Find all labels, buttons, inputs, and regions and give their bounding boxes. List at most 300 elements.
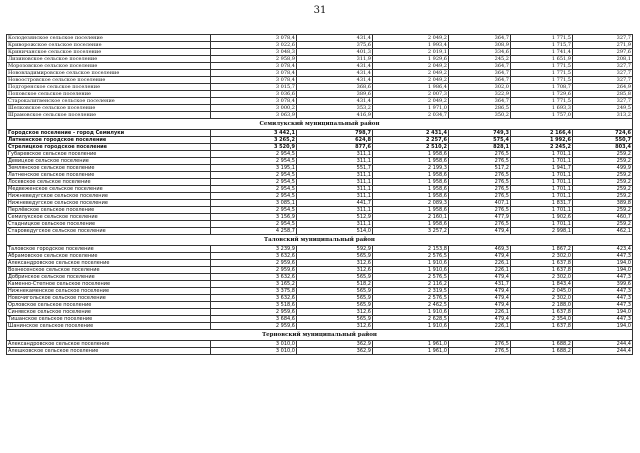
value-cell: 1 637,8 xyxy=(511,267,573,274)
table-row xyxy=(7,158,633,165)
value-cell: 1 867,2 xyxy=(511,246,573,253)
value-cell: 1 701,1 xyxy=(511,179,573,186)
table-row xyxy=(7,274,633,281)
value-cell: 364,7 xyxy=(449,98,511,105)
value-cell: 311,9 xyxy=(297,56,373,63)
table-row xyxy=(7,193,633,200)
table-row xyxy=(7,137,633,144)
value-cell: 1 929,6 xyxy=(373,56,449,63)
table-row xyxy=(7,91,633,98)
table-row xyxy=(7,260,633,267)
settlement-name-cell: Криничанское сельское поселение xyxy=(7,49,211,56)
value-cell: 2 954,5 xyxy=(211,186,297,193)
table-row xyxy=(7,112,633,119)
value-cell: 362,9 xyxy=(297,341,373,348)
value-cell: 1 757,0 xyxy=(511,112,573,119)
value-cell: 312,6 xyxy=(297,267,373,274)
settlement-name-cell: Поповское сельское поселение xyxy=(7,91,211,98)
settlement-name-cell: Вознесенское сельское поселение xyxy=(7,267,211,274)
value-cell: 226,1 xyxy=(449,323,511,330)
value-cell: 226,1 xyxy=(449,267,511,274)
value-cell: 2 019,1 xyxy=(373,49,449,56)
table-row xyxy=(7,105,633,112)
settlement-name-cell: Старокалитвенское сельское поселение xyxy=(7,98,211,105)
value-cell: 1 958,6 xyxy=(373,179,449,186)
value-cell: 565,9 xyxy=(297,274,373,281)
value-cell: 1 701,1 xyxy=(511,207,573,214)
table-row xyxy=(7,323,633,330)
value-cell: 311,1 xyxy=(297,172,373,179)
value-cell: 803,4 xyxy=(573,144,633,151)
value-cell: 2 954,5 xyxy=(211,193,297,200)
table-row xyxy=(7,56,633,63)
value-cell: 244,4 xyxy=(573,348,633,355)
value-cell: 2 576,5 xyxy=(373,274,449,281)
settlement-name-cell: Нижневедугское сельское поселение xyxy=(7,200,211,207)
value-cell: 447,3 xyxy=(573,302,633,309)
value-cell: 389,6 xyxy=(297,91,373,98)
value-cell: 350,2 xyxy=(449,112,511,119)
value-cell: 798,7 xyxy=(297,130,373,137)
value-cell: 447,3 xyxy=(573,253,633,260)
value-cell: 2 166,4 xyxy=(511,130,573,137)
settlement-name-cell: Алешковское сельское поселение xyxy=(7,348,211,355)
value-cell: 2 188,0 xyxy=(511,302,573,309)
value-cell: 2 954,5 xyxy=(211,151,297,158)
settlement-name-cell: Морозовское сельское поселение xyxy=(7,63,211,70)
value-cell: 551,7 xyxy=(297,165,373,172)
value-cell: 416,9 xyxy=(297,112,373,119)
value-cell: 624,8 xyxy=(297,137,373,144)
value-cell: 499,9 xyxy=(573,165,633,172)
table-row xyxy=(7,186,633,193)
value-cell: 276,5 xyxy=(449,179,511,186)
value-cell: 431,4 xyxy=(297,63,373,70)
value-cell: 2 302,0 xyxy=(511,295,573,302)
value-cell: 2 153,8 xyxy=(373,246,449,253)
value-cell: 375,6 xyxy=(297,42,373,49)
value-cell: 2 049,2 xyxy=(373,35,449,42)
value-cell: 1 701,1 xyxy=(511,186,573,193)
value-cell: 244,4 xyxy=(573,341,633,348)
table-row xyxy=(7,341,633,348)
value-cell: 226,1 xyxy=(449,309,511,316)
value-cell: 3 010,0 xyxy=(211,348,297,355)
value-cell: 311,1 xyxy=(297,186,373,193)
value-cell: 517,2 xyxy=(449,165,511,172)
value-cell: 460,7 xyxy=(573,214,633,221)
value-cell: 431,7 xyxy=(449,281,511,288)
value-cell: 2 959,6 xyxy=(211,323,297,330)
value-cell: 259,2 xyxy=(573,193,633,200)
settlement-name-cell: Нововладимировское сельское поселение xyxy=(7,70,211,77)
value-cell: 353,2 xyxy=(297,105,373,112)
settlement-name-cell: Городское поселение - город Семилуки xyxy=(7,130,211,137)
settlement-name-cell: Орловское сельское поселение xyxy=(7,302,211,309)
value-cell: 401,3 xyxy=(297,49,373,56)
table-row xyxy=(7,130,633,137)
table-row xyxy=(7,295,633,302)
value-cell: 334,6 xyxy=(449,49,511,56)
value-cell: 194,0 xyxy=(573,309,633,316)
value-cell: 1 958,6 xyxy=(373,172,449,179)
table-row xyxy=(7,267,633,274)
settlement-name-cell: Криворожское сельское поселение xyxy=(7,42,211,49)
section-title: Таловский муниципальный район xyxy=(7,235,633,246)
section-header-row xyxy=(7,119,633,130)
settlement-name-cell: Шрамовское сельское поселение xyxy=(7,112,211,119)
value-cell: 479,4 xyxy=(449,316,511,323)
settlement-name-cell: Тишанское сельское поселение xyxy=(7,316,211,323)
table-row xyxy=(7,253,633,260)
value-cell: 259,2 xyxy=(573,186,633,193)
value-cell: 2 628,5 xyxy=(373,316,449,323)
value-cell: 550,7 xyxy=(573,137,633,144)
settlement-name-cell: Каменно-Степное сельское поселение xyxy=(7,281,211,288)
settlement-name-cell: Нижневедугское сельское поселение xyxy=(7,193,211,200)
value-cell: 312,6 xyxy=(297,260,373,267)
value-cell: 462,1 xyxy=(573,228,633,235)
value-cell: 311,1 xyxy=(297,193,373,200)
value-cell: 364,7 xyxy=(449,63,511,70)
value-cell: 2 510,2 xyxy=(373,144,449,151)
value-cell: 2 034,7 xyxy=(373,112,449,119)
value-cell: 2 959,6 xyxy=(211,260,297,267)
value-cell: 1 688,2 xyxy=(511,341,573,348)
value-cell: 877,6 xyxy=(297,144,373,151)
value-cell: 2 576,5 xyxy=(373,253,449,260)
value-cell: 447,3 xyxy=(573,295,633,302)
value-cell: 1 637,8 xyxy=(511,260,573,267)
value-cell: 447,3 xyxy=(573,274,633,281)
value-cell: 362,9 xyxy=(297,348,373,355)
value-cell: 327,7 xyxy=(573,77,633,84)
settlement-name-cell: Абрамовское сельское поселение xyxy=(7,253,211,260)
value-cell: 1 910,6 xyxy=(373,309,449,316)
table-row xyxy=(7,246,633,253)
value-cell: 3 063,9 xyxy=(211,112,297,119)
settlement-name-cell: Синявское сельское поселение xyxy=(7,309,211,316)
value-cell: 2 958,9 xyxy=(211,56,297,63)
value-cell: 2 319,5 xyxy=(373,288,449,295)
settlement-name-cell: Александровское сельское поселение xyxy=(7,341,211,348)
value-cell: 276,5 xyxy=(449,151,511,158)
table-row xyxy=(7,35,633,42)
table-row xyxy=(7,288,633,295)
settlement-name-cell: Новочигольское сельское поселение xyxy=(7,295,211,302)
value-cell: 286,5 xyxy=(449,105,511,112)
settlement-name-cell: Шанинское сельское поселение xyxy=(7,323,211,330)
settlement-name-cell: Шелковское сельское поселение xyxy=(7,105,211,112)
table-row xyxy=(7,49,633,56)
value-cell: 3 375,8 xyxy=(211,288,297,295)
value-cell: 2 954,5 xyxy=(211,221,297,228)
value-cell: 327,7 xyxy=(573,70,633,77)
value-cell: 724,6 xyxy=(573,130,633,137)
value-cell: 2 954,5 xyxy=(211,172,297,179)
value-cell: 565,9 xyxy=(297,253,373,260)
value-cell: 1 771,5 xyxy=(511,70,573,77)
settlement-name-cell: Колодезянское сельское поселение xyxy=(7,35,211,42)
value-cell: 249,5 xyxy=(573,105,633,112)
value-cell: 565,9 xyxy=(297,295,373,302)
value-cell: 2 257,6 xyxy=(373,137,449,144)
value-cell: 1 741,4 xyxy=(511,49,573,56)
value-cell: 308,9 xyxy=(449,42,511,49)
value-cell: 2 199,3 xyxy=(373,165,449,172)
value-cell: 1 771,5 xyxy=(511,77,573,84)
table-row xyxy=(7,281,633,288)
value-cell: 327,7 xyxy=(573,35,633,42)
section-title: Терновский муниципальный район xyxy=(7,330,633,341)
value-cell: 276,5 xyxy=(449,186,511,193)
value-cell: 364,7 xyxy=(449,77,511,84)
value-cell: 2 049,2 xyxy=(373,70,449,77)
table-row xyxy=(7,200,633,207)
value-cell: 1 693,3 xyxy=(511,105,573,112)
value-cell: 3 518,6 xyxy=(211,302,297,309)
value-cell: 479,4 xyxy=(449,274,511,281)
value-cell: 276,5 xyxy=(449,193,511,200)
value-cell: 311,1 xyxy=(297,221,373,228)
value-cell: 1 971,0 xyxy=(373,105,449,112)
value-cell: 276,5 xyxy=(449,341,511,348)
value-cell: 2 431,4 xyxy=(373,130,449,137)
value-cell: 3 015,7 xyxy=(211,84,297,91)
settlement-name-cell: Землянское сельское поселение xyxy=(7,165,211,172)
value-cell: 322,9 xyxy=(449,91,511,98)
table-row xyxy=(7,70,633,77)
value-cell: 327,7 xyxy=(573,63,633,70)
value-cell: 3 085,1 xyxy=(211,200,297,207)
value-cell: 447,3 xyxy=(573,288,633,295)
value-cell: 1 701,1 xyxy=(511,158,573,165)
value-cell: 276,5 xyxy=(449,172,511,179)
value-cell: 592,9 xyxy=(297,246,373,253)
value-cell: 2 049,2 xyxy=(373,98,449,105)
table-row xyxy=(7,84,633,91)
table-row xyxy=(7,309,633,316)
value-cell: 313,2 xyxy=(573,112,633,119)
settlement-name-cell: Новоостровское сельское поселение xyxy=(7,77,211,84)
value-cell: 1 708,7 xyxy=(511,84,573,91)
value-cell: 1 701,1 xyxy=(511,172,573,179)
section-title: Семилукский муниципальный район xyxy=(7,119,633,130)
value-cell: 2 116,2 xyxy=(373,281,449,288)
value-cell: 1 958,6 xyxy=(373,158,449,165)
value-cell: 1 958,6 xyxy=(373,193,449,200)
value-cell: 1 986,4 xyxy=(373,84,449,91)
settlement-name-cell: Семилукское сельское поселение xyxy=(7,214,211,221)
value-cell: 312,6 xyxy=(297,309,373,316)
table-row xyxy=(7,42,633,49)
value-cell: 1 993,4 xyxy=(373,42,449,49)
settlement-name-cell: Лизиновское сельское поселение xyxy=(7,56,211,63)
value-cell: 312,6 xyxy=(297,323,373,330)
settlement-name-cell: Губаревское сельское поселение xyxy=(7,151,211,158)
value-cell: 311,1 xyxy=(297,151,373,158)
value-cell: 194,0 xyxy=(573,260,633,267)
settlement-name-cell: Нижнекаменское сельское поселение xyxy=(7,288,211,295)
value-cell: 259,2 xyxy=(573,151,633,158)
table-row xyxy=(7,228,633,235)
table-row xyxy=(7,348,633,355)
value-cell: 399,6 xyxy=(573,281,633,288)
value-cell: 1 637,8 xyxy=(511,309,573,316)
value-cell: 2 045,0 xyxy=(511,288,573,295)
table-row xyxy=(7,302,633,309)
value-cell: 1 910,6 xyxy=(373,260,449,267)
value-cell: 1 771,5 xyxy=(511,63,573,70)
settlement-name-cell: Староведугское сельское поселение xyxy=(7,228,211,235)
table-row xyxy=(7,172,633,179)
value-cell: 431,4 xyxy=(297,98,373,105)
settlement-name-cell: Александровское сельское поселение xyxy=(7,260,211,267)
value-cell: 311,1 xyxy=(297,158,373,165)
value-cell: 3 265,2 xyxy=(211,137,297,144)
value-cell: 208,1 xyxy=(573,56,633,63)
value-cell: 364,7 xyxy=(449,35,511,42)
value-cell: 2 954,5 xyxy=(211,179,297,186)
value-cell: 575,4 xyxy=(449,137,511,144)
value-cell: 194,0 xyxy=(573,267,633,274)
value-cell: 512,9 xyxy=(297,214,373,221)
value-cell: 447,3 xyxy=(573,316,633,323)
value-cell: 1 831,7 xyxy=(511,200,573,207)
value-cell: 1 992,6 xyxy=(511,137,573,144)
value-cell: 828,1 xyxy=(449,144,511,151)
value-cell: 327,7 xyxy=(573,98,633,105)
table-row xyxy=(7,151,633,158)
section-header-row xyxy=(7,235,633,246)
value-cell: 2 160,1 xyxy=(373,214,449,221)
value-cell: 477,9 xyxy=(449,214,511,221)
value-cell: 2 954,5 xyxy=(211,158,297,165)
table-row xyxy=(7,77,633,84)
value-cell: 3 632,6 xyxy=(211,253,297,260)
section-header-row xyxy=(7,330,633,341)
value-cell: 285,8 xyxy=(573,91,633,98)
value-cell: 259,2 xyxy=(573,221,633,228)
table-body xyxy=(7,35,633,355)
settlement-name-cell: Стадницкое сельское поселение xyxy=(7,221,211,228)
value-cell: 3 442,1 xyxy=(211,130,297,137)
value-cell: 2 089,3 xyxy=(373,200,449,207)
value-cell: 2 302,0 xyxy=(511,274,573,281)
table-row xyxy=(7,316,633,323)
value-cell: 302,0 xyxy=(449,84,511,91)
value-cell: 479,4 xyxy=(449,253,511,260)
value-cell: 2 007,3 xyxy=(373,91,449,98)
value-cell: 1 910,6 xyxy=(373,323,449,330)
value-cell: 3 520,9 xyxy=(211,144,297,151)
value-cell: 1 701,1 xyxy=(511,151,573,158)
value-cell: 3 022,6 xyxy=(211,42,297,49)
value-cell: 565,9 xyxy=(297,302,373,309)
value-cell: 4 258,7 xyxy=(211,228,297,235)
value-cell: 3 010,0 xyxy=(211,341,297,348)
value-cell: 276,5 xyxy=(449,221,511,228)
table-row xyxy=(7,179,633,186)
value-cell: 368,6 xyxy=(297,84,373,91)
value-cell: 1 651,9 xyxy=(511,56,573,63)
value-cell: 3 156,9 xyxy=(211,214,297,221)
value-cell: 276,5 xyxy=(449,158,511,165)
table-row xyxy=(7,98,633,105)
settlement-name-cell: Добринское сельское поселение xyxy=(7,274,211,281)
value-cell: 1 910,6 xyxy=(373,267,449,274)
value-cell: 479,4 xyxy=(449,228,511,235)
value-cell: 2 959,6 xyxy=(211,309,297,316)
value-cell: 276,5 xyxy=(449,207,511,214)
value-cell: 3 048,3 xyxy=(211,49,297,56)
value-cell: 2 302,0 xyxy=(511,253,573,260)
settlement-name-cell: Таловское городское поселение xyxy=(7,246,211,253)
value-cell: 3 000,2 xyxy=(211,105,297,112)
table-row xyxy=(7,165,633,172)
value-cell: 1 958,6 xyxy=(373,207,449,214)
value-cell: 1 771,5 xyxy=(511,98,573,105)
value-cell: 3 632,6 xyxy=(211,274,297,281)
value-cell: 3 078,4 xyxy=(211,35,297,42)
table-row xyxy=(7,207,633,214)
table-row xyxy=(7,214,633,221)
value-cell: 259,2 xyxy=(573,179,633,186)
value-cell: 518,2 xyxy=(297,281,373,288)
value-cell: 194,0 xyxy=(573,323,633,330)
settlement-name-cell: Стрелицкое городское поселение xyxy=(7,144,211,151)
value-cell: 2 576,5 xyxy=(373,295,449,302)
value-cell: 297,6 xyxy=(573,49,633,56)
value-cell: 1 941,7 xyxy=(511,165,573,172)
table-row xyxy=(7,63,633,70)
value-cell: 3 078,4 xyxy=(211,70,297,77)
value-cell: 3 165,2 xyxy=(211,281,297,288)
value-cell: 749,3 xyxy=(449,130,511,137)
value-cell: 565,9 xyxy=(297,316,373,323)
value-cell: 389,8 xyxy=(573,200,633,207)
value-cell: 1 701,1 xyxy=(511,193,573,200)
value-cell: 276,5 xyxy=(449,348,511,355)
value-cell: 3 078,4 xyxy=(211,63,297,70)
value-cell: 2 462,5 xyxy=(373,302,449,309)
value-cell: 1 771,5 xyxy=(511,35,573,42)
value-cell: 3 257,2 xyxy=(373,228,449,235)
value-cell: 565,9 xyxy=(297,288,373,295)
value-cell: 1 902,6 xyxy=(511,214,573,221)
value-cell: 245,2 xyxy=(449,56,511,63)
value-cell: 1 961,0 xyxy=(373,348,449,355)
value-cell: 2 959,6 xyxy=(211,267,297,274)
value-cell: 431,4 xyxy=(297,70,373,77)
value-cell: 3 036,6 xyxy=(211,91,297,98)
value-cell: 479,4 xyxy=(449,288,511,295)
settlement-name-cell: Перлёвское сельское поселение xyxy=(7,207,211,214)
value-cell: 2 998,1 xyxy=(511,228,573,235)
settlement-name-cell: Латненское сельское поселение xyxy=(7,172,211,179)
value-cell: 364,7 xyxy=(449,70,511,77)
settlement-name-cell: Латненское городское поселение xyxy=(7,137,211,144)
value-cell: 2 245,2 xyxy=(511,144,573,151)
value-cell: 3 632,6 xyxy=(211,295,297,302)
value-cell: 514,0 xyxy=(297,228,373,235)
value-cell: 1 701,1 xyxy=(511,221,573,228)
value-cell: 3 078,4 xyxy=(211,98,297,105)
value-cell: 1 958,6 xyxy=(373,221,449,228)
value-cell: 259,2 xyxy=(573,158,633,165)
value-cell: 311,1 xyxy=(297,179,373,186)
value-cell: 431,4 xyxy=(297,35,373,42)
